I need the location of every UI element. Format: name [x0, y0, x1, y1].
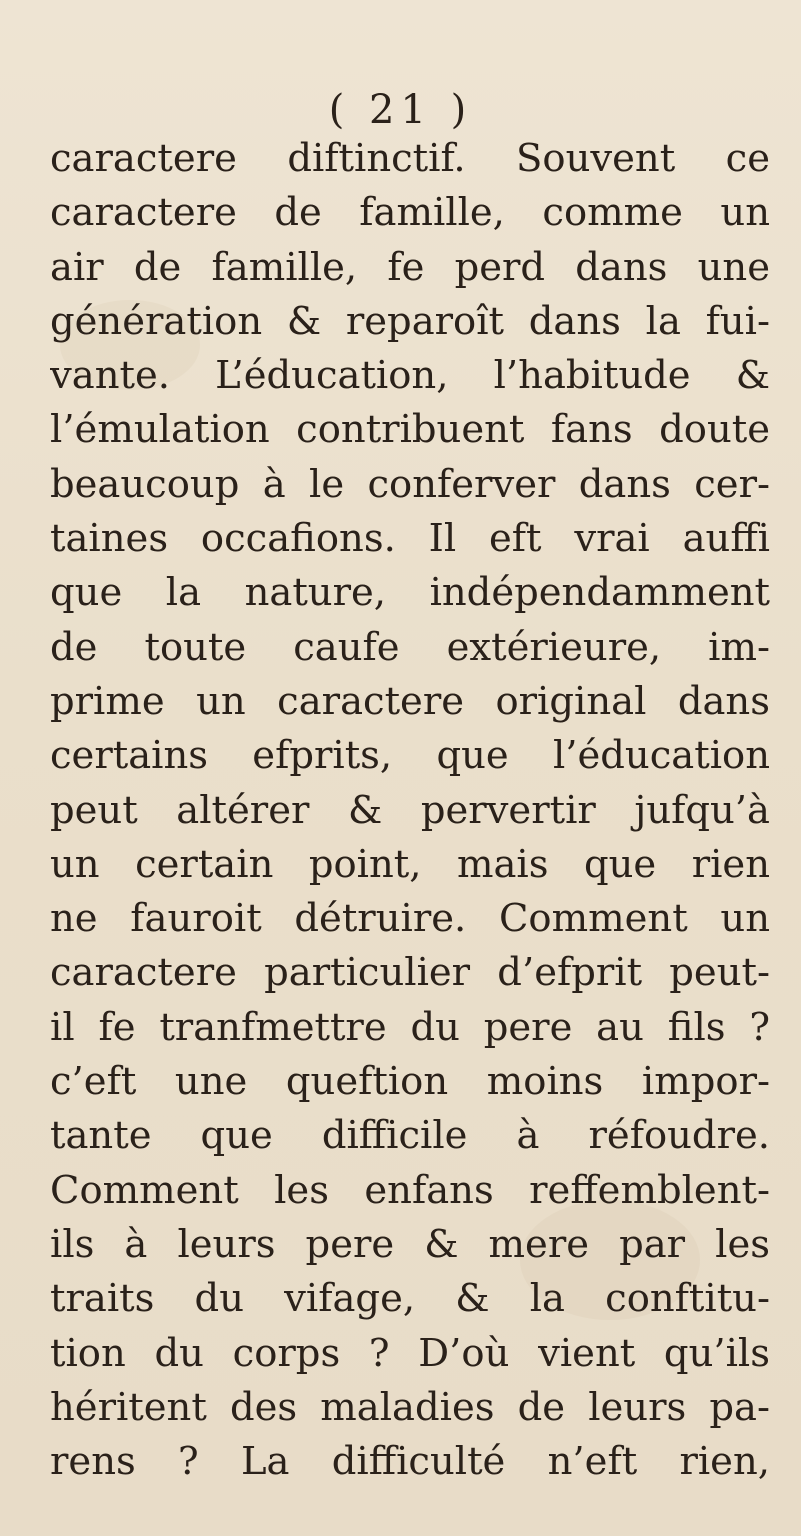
text-line: génération & reparoît dans la fui-	[50, 298, 770, 344]
text-line: ne fauroit détruire. Comment un	[50, 896, 770, 942]
text-line: traits du vifage, & la conftitu-	[50, 1276, 770, 1322]
text-line: rens ? La difficulté n’eft rien,	[50, 1439, 770, 1485]
text-line: caractere de famille, comme un	[50, 190, 770, 236]
text-line: caractere particulier d’efprit peut-	[50, 950, 770, 996]
text-line: il fe tranfmettre du pere au fils ?	[50, 1004, 770, 1050]
text-line: vante. L’éducation, l’habitude &	[50, 353, 770, 399]
body-text	[50, 132, 770, 1489]
text-line: certains efprits, que l’éducation	[50, 733, 770, 779]
text-line: héritent des maladies de leurs pa-	[50, 1384, 770, 1430]
text-line: un certain point, mais que rien	[50, 841, 770, 887]
text-line: taines occafions. Il eft vrai auffi	[50, 516, 770, 562]
text-line: de toute caufe extérieure, im-	[50, 624, 770, 670]
text-line: que la nature, indépendamment	[50, 570, 770, 616]
text-line: c’eft une queftion moins impor-	[50, 1059, 770, 1105]
text-line: l’émulation contribuent fans doute	[50, 407, 770, 453]
text-line: caractere diftinctif. Souvent ce	[50, 136, 770, 181]
text-line: ils à leurs pere & mere par les	[50, 1221, 770, 1267]
text-line: air de famille, fe perd dans une	[50, 244, 770, 290]
text-line: tante que difficile à réfoudre.	[50, 1113, 770, 1159]
text-line: prime un caractere original dans	[50, 678, 770, 724]
text-line: Comment les enfans reffemblent-	[50, 1167, 770, 1213]
text-line: peut altérer & pervertir jufqu’à	[50, 787, 770, 833]
text-line: beaucoup à le conferver dans cer-	[50, 461, 770, 507]
text-line: tion du corps ? D’où vient qu’ils	[50, 1330, 770, 1376]
page-number: ( 21 )	[328, 87, 473, 133]
